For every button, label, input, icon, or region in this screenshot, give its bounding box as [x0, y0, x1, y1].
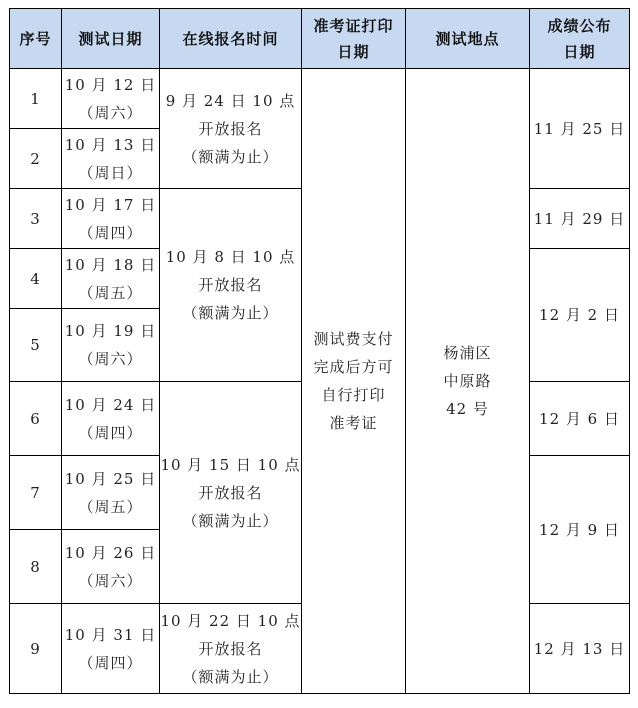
seq-cell: 3	[10, 189, 62, 249]
date-cell: 10 月 17 日 （周四）	[62, 189, 160, 249]
table-row	[10, 69, 630, 129]
seq-cell: 2	[10, 129, 62, 189]
seq-cell: 5	[10, 309, 62, 382]
seq-cell: 7	[10, 456, 62, 530]
result-cell: 12 月 2 日	[530, 249, 630, 382]
date-cell: 10 月 25 日 （周五）	[62, 456, 160, 530]
date-cell: 10 月 31 日 （周四）	[62, 604, 160, 694]
header-ticket: 准考证打印 日期	[302, 9, 406, 69]
header-date: 测试日期	[62, 9, 160, 69]
date-cell: 10 月 24 日 （周四）	[62, 382, 160, 456]
date-cell: 10 月 26 日 （周六）	[62, 530, 160, 604]
header-row	[10, 9, 630, 69]
seq-cell: 6	[10, 382, 62, 456]
header-location: 测试地点	[406, 9, 530, 69]
date-cell: 10 月 19 日 （周六）	[62, 309, 160, 382]
register-cell: 10 月 22 日 10 点 开放报名 （额满为止）	[160, 604, 302, 694]
register-cell: 10 月 15 日 10 点 开放报名 （额满为止）	[160, 382, 302, 604]
seq-cell: 8	[10, 530, 62, 604]
result-cell: 12 月 9 日	[530, 456, 630, 604]
header-result: 成绩公布 日期	[530, 9, 630, 69]
date-cell: 10 月 18 日 （周五）	[62, 249, 160, 309]
date-cell: 10 月 13 日 （周日）	[62, 129, 160, 189]
header-register: 在线报名时间	[160, 9, 302, 69]
result-cell: 11 月 29 日	[530, 189, 630, 249]
register-cell: 9 月 24 日 10 点 开放报名 （额满为止）	[160, 69, 302, 189]
date-cell: 10 月 12 日 （周六）	[62, 69, 160, 129]
seq-cell: 4	[10, 249, 62, 309]
seq-cell: 9	[10, 604, 62, 694]
header-seq: 序号	[10, 9, 62, 69]
result-cell: 11 月 25 日	[530, 69, 630, 189]
result-cell: 12 月 6 日	[530, 382, 630, 456]
seq-cell: 1	[10, 69, 62, 129]
register-cell: 10 月 8 日 10 点 开放报名 （额满为止）	[160, 189, 302, 382]
ticket-note-cell: 测试费支付 完成后方可 自行打印 准考证	[302, 69, 406, 694]
location-cell: 杨浦区 中原路 42 号	[406, 69, 530, 694]
exam-schedule-table	[9, 8, 630, 694]
result-cell: 12 月 13 日	[530, 604, 630, 694]
